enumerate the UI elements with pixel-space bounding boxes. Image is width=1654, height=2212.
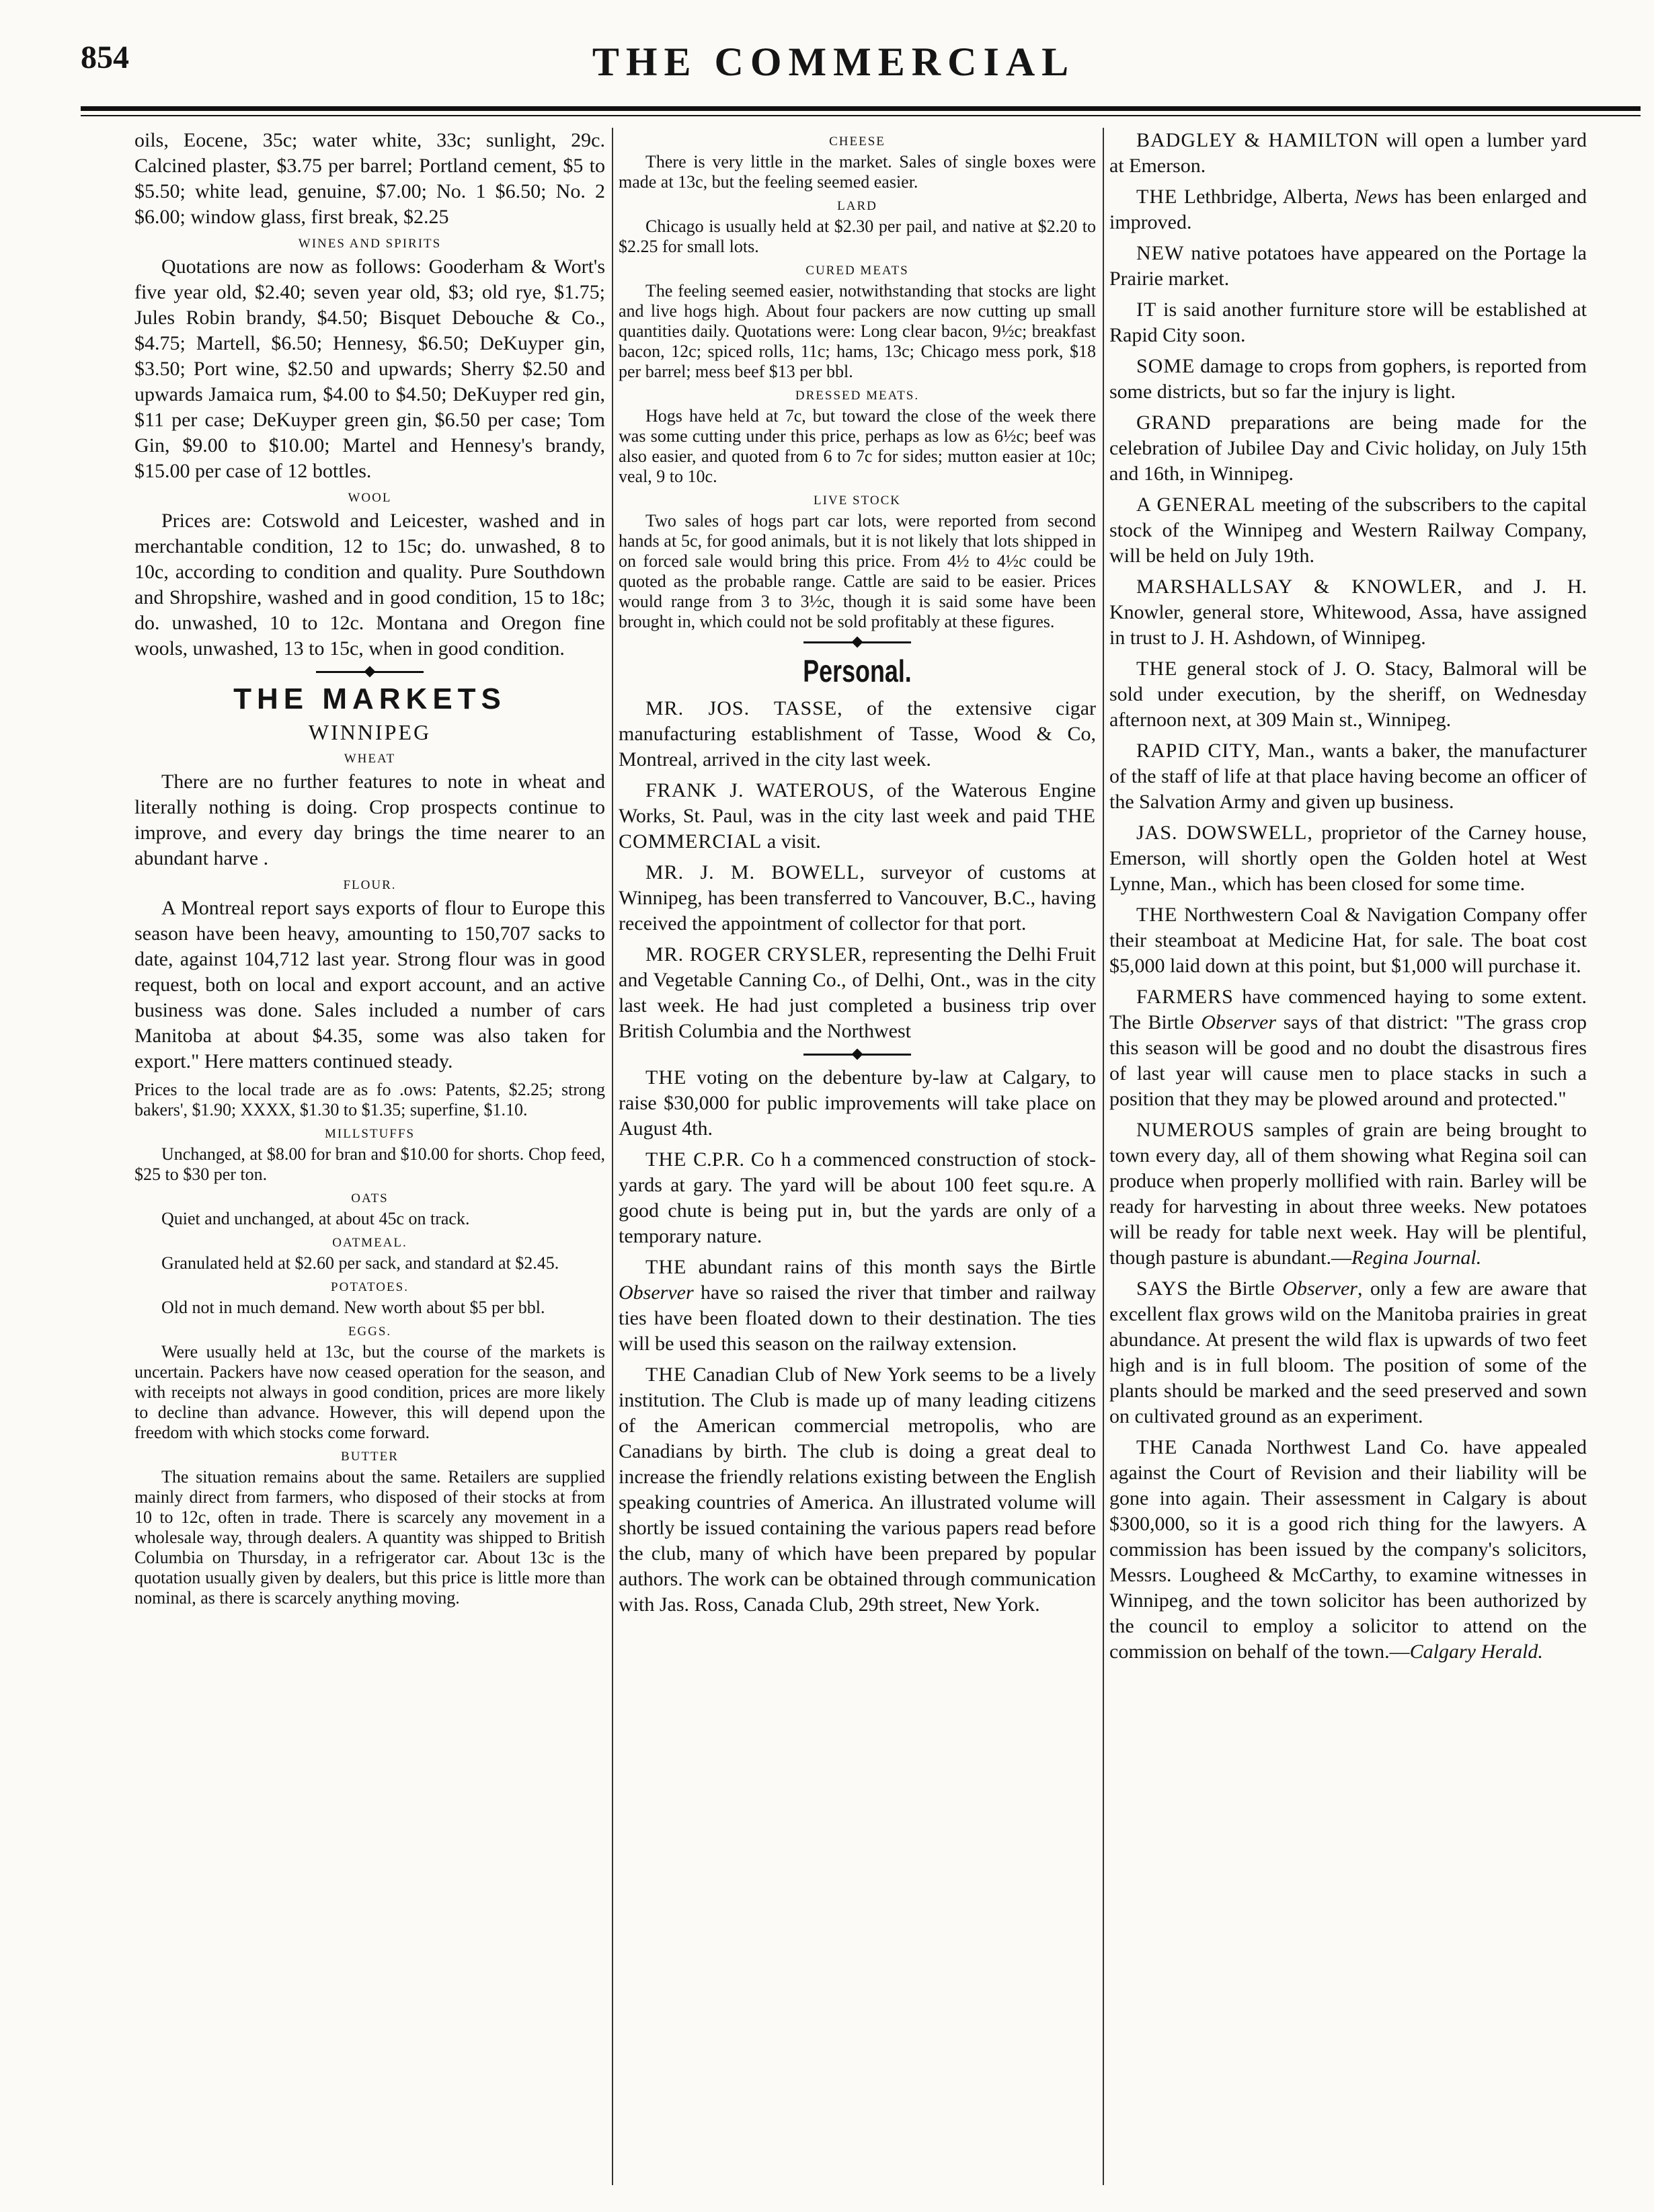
millstuffs-heading: MILLSTUFFS [324, 1127, 416, 1141]
news-item: FARMERS have commenced haying to some extent. The Birtle Observer says of that district: "The grass crop this season will be good and no doubt the disastrous fires of last year will cause men to place stacks in such a position that they may be plowed around and protected." [1109, 986, 1587, 1110]
cured-meats-heading: CURED MEATS [805, 264, 909, 278]
column-2 [619, 128, 1096, 2192]
news-item: RAPID CITY, Man., wants a baker, the manufacturer of the staff of life at that place having become an officer of the Salvation Army and given up business. [1109, 740, 1587, 813]
potatoes-heading: POTATOES. [331, 1280, 409, 1294]
cured-meats-paragraph: The feeling seemed easier, notwithstanding that stocks are light and live hogs high. About four packers are now cutting up small quantities daily. Quotations were: Long clear bacon, 9½c; breakfast bacon, 12c; spiced rolls, 11c; hams, 13c; Chicago mess pork, $18 per barrel; mess beef $13 per bbl. [619, 281, 1096, 381]
news-item: THE general stock of J. O. Stacy, Balmoral will be sold under execution, by the sheriff, on Wednesday afternoon next, at 309 Main st., Winnipeg. [1109, 658, 1587, 731]
wines-paragraph: Quotations are now as follows: Gooderham & Wort's five year old, $2.40; seven year old, $3; old rye, $1.75; Jules Robin brandy, $4.50; Bisquet Debouche & Co., $4.75; Martell, $6.50; Hennesy, $6.50; DeKuyper gin, $3.50; Port wine, $2.50 and upwards; Sherry $2.50 and upwards Jamaica rum, $4.00 to $4.50; DeKuyper red gin, $11 per case; DeKuyper green gin, $6.50 per case; Tom Gin, $9.00 to $10.00; Martel and Hennesy's brandy, $15.00 per case of 12 bottles. [134, 255, 605, 482]
news-item: THE Lethbridge, Alberta, News has been enlarged and improved. [1109, 186, 1587, 233]
wheat-paragraph: There are no further features to note in wheat and literally nothing is doing. Crop prospects continue to improve, and every day brings the time nearer to an abundant harve . [134, 771, 605, 869]
personal-item: MR. JOS. TASSE, of the extensive cigar manufacturing establishment of Tasse, Wood & Co, Montreal, arrived in the city last week. [619, 697, 1096, 771]
eggs-paragraph: Were usually held at 13c, but the course of the markets is uncertain. Packers have now ceased operation for the season, and with receipts not always in good condition, prices are more likely to decline than advance. However, this will depend upon the freedom with which stocks come forward. [134, 1342, 605, 1442]
personal-item: FRANK J. WATEROUS, of the Waterous Engine Works, St. Paul, was in the city last week and paid THE COMMERCIAL a visit. [619, 779, 1096, 853]
personal-lead: FRANK J. WATEROUS, [645, 779, 875, 801]
news-item: THE Canada Northwest Land Co. have appealed against the Court of Revision and their liability will be gone into again. Their assessment in Calgary is about $300,000, so it is a good rich thing for the lawyers. A commission has been issued by the company's solicitors, Messrs. Lougheed & McCarthy, to examine witnesses in Winnipeg, and the town solicitor has been authorized by the council to employ a solicitor to attend on the commission on behalf of the town.—Calgary Herald. [1109, 1436, 1587, 1663]
news-item: MARSHALLSAY & KNOWLER, and J. H. Knowler, general store, Whitewood, Assa, have assigned in trust to J. H. Ashdown, of Winnipeg. [1109, 576, 1587, 649]
news-item: A GENERAL meeting of the subscribers to the capital stock of the Winnipeg and Western Railway Company, will be held on July 19th. [1109, 493, 1587, 567]
masthead-rule-thin [81, 115, 1641, 116]
potatoes-paragraph: Old not in much demand. New worth about $5 per bbl. [161, 1298, 545, 1317]
ornament-divider [316, 671, 424, 673]
news-item: THE Canadian Club of New York seems to be a lively institution. The Club is made up of many leading citizens of the American commercial metropolis, who are Canadians by birth. The club is doing a great deal to increase the friendly relations existing between the English speaking countries of America. An illustrated volume will shortly be issued containing the various papers read before the club, many of which have been prepared by popular authors. The work can be obtained through communication with Jas. Ross, Canada Club, 29th street, New York. [619, 1364, 1096, 1616]
lard-heading: LARD [837, 199, 877, 213]
cheese-paragraph: There is very little in the market. Sales of single boxes were made at 13c, but the feeling seemed easier. [619, 152, 1096, 192]
column-1 [134, 128, 605, 2192]
news-item: BADGLEY & HAMILTON will open a lumber yard at Emerson. [1109, 129, 1587, 177]
dressed-meats-paragraph: Hogs have held at 7c, but toward the close of the week there was some cutting under this price, perhaps as low as 6½c; beef was also easier, and quoted from 6 to 7c for sides; mutton easier at 10c; veal, 9 to 10c. [619, 406, 1096, 486]
oats-paragraph: Quiet and unchanged, at about 45c on track. [161, 1209, 470, 1228]
column-3 [1109, 128, 1587, 2192]
cheese-heading: CHEESE [829, 134, 885, 149]
news-item: SOME damage to crops from gophers, is reported from some districts, but so far the injury is light. [1109, 355, 1587, 403]
markets-subtitle: WINNIPEG [308, 720, 432, 744]
wheat-heading: WHEAT [344, 752, 396, 766]
markets-title: THE MARKETS [233, 682, 506, 715]
oats-heading: OATS [351, 1191, 389, 1206]
column-divider-1 [612, 128, 613, 2185]
news-item: THE Northwestern Coal & Navigation Company offer their steamboat at Medicine Hat, for sale. The boat cost $5,000 laid down at this point, but $1,000 will purchase it. [1109, 904, 1587, 977]
flour-paragraph: A Montreal report says exports of flour to Europe this season have been heavy, amounting to 150,707 sacks to date, against 104,712 last year. Strong flour was in good request, both on local and export account, and an active business was done. Sales included a number of cars Manitoba at about $4.35, some was also taken for export." Here matters continued steady. [134, 897, 605, 1072]
news-item: NEW native potatoes have appeared on the Portage la Prairie market. [1109, 242, 1587, 290]
live-stock-paragraph: Two sales of hogs part car lots, were reported from second hands at 5c, for good animals, but it is not likely that lots shipped in on forced sale would bring this price. From 4½ to 4½c could be quoted as the probable range. Cattle are said to be easier. Prices would range from 3 to 3½c, though it is said some have been brought in, which could not be sold profitably at these figures. [619, 511, 1096, 631]
live-stock-heading: LIVE STOCK [814, 493, 901, 508]
masthead [54, 39, 1614, 98]
oatmeal-heading: OATMEAL. [332, 1236, 407, 1250]
news-item: IT is said another furniture store will be established at Rapid City soon. [1109, 299, 1587, 346]
masthead-rule-thick [81, 106, 1641, 111]
oatmeal-paragraph: Granulated held at $2.60 per sack, and standard at $2.45. [161, 1253, 559, 1273]
news-item: JAS. DOWSWELL, proprietor of the Carney house, Emerson, will shortly open the Golden hotel at West Lynne, Man., which has been closed for some time. [1109, 822, 1587, 895]
news-item: THE C.P.R. Co h a commenced construction of stock-yards at gary. The yard will be about 100 feet squ.re. A good chute is being put in, but the yards are only of a temporary nature. [619, 1148, 1096, 1247]
newspaper-title: THE COMMERCIAL [592, 40, 1076, 84]
news-item: THE voting on the debenture by-law at Calgary, to raise $30,000 for public improvements will take place on August 4th. [619, 1066, 1096, 1140]
page-number: 854 [81, 40, 129, 75]
wines-heading: WINES AND SPIRITS [298, 237, 442, 251]
flour-prices-paragraph: Prices to the local trade are as fo .ows: Patents, $2.25; strong bakers', $1.90; XXXX, $1.30 to $1.35; superfine, $1.10. [134, 1080, 605, 1119]
butter-heading: BUTTER [341, 1450, 399, 1464]
news-item: GRAND preparations are being made for the celebration of Jubilee Day and Civic holiday, on July 15th and 16th, in Winnipeg. [1109, 411, 1587, 485]
flour-heading: FLOUR. [343, 878, 397, 892]
personal-title: Personal. [803, 654, 912, 688]
news-item: NUMEROUS samples of grain are being brought to town every day, all of them showing what Regina soil can produce when properly mollified with rain. Barley will be ready for harvesting in about three weeks. New potatoes will be ready for table next week. Hay will be plentiful, though pasture is abundant.—Regina Journal. [1109, 1119, 1587, 1269]
ornament-divider [803, 641, 911, 643]
ornament-divider [803, 1054, 911, 1056]
wool-paragraph: Prices are: Cotswold and Leicester, washed and in merchantable condition, 12 to 15c; do. unwashed, 8 to 10c, according to condition and quality. Pure Southdown and Shropshire, washed and in good condition, 15 to 18c; do. unwashed, 10 to 12c. Montana and Oregon fine wools, unwashed, 13 to 15c, when in good condition. [134, 510, 605, 660]
dressed-meats-heading: DRESSED MEATS. [795, 389, 920, 403]
millstuffs-paragraph: Unchanged, at $8.00 for bran and $10.00 for shorts. Chop feed, $25 to $30 per ton. [134, 1144, 605, 1184]
butter-paragraph: The situation remains about the same. Retailers are supplied mainly direct from farmers, who disposed of their stocks at from 10 to 12c, often in trade. There is scarcely any movement in a wholesale way, through dealers. A quantity was shipped to British Columbia on Thursday, in a refrigerator car. About 13c is the quotation usually given by dealers, but this price is little more than nominal, as there is scarcely anything moving. [134, 1467, 605, 1608]
paint-oils-paragraph: oils, Eocene, 35c; water white, 33c; sunlight, 29c. Calcined plaster, $3.75 per barrel; Portland cement, $5 to $5.50; white lead, genuine, $7.00; No. 1 $6.50; No. 2 $6.00; window glass, first break, $2.25 [134, 129, 605, 228]
personal-lead: MR. J. M. BOWELL, [645, 861, 865, 883]
column-divider-2 [1103, 128, 1104, 2185]
lard-paragraph: Chicago is usually held at $2.30 per pail, and native at $2.20 to $2.25 for small lots. [619, 216, 1096, 256]
eggs-heading: EGGS. [348, 1325, 392, 1339]
personal-lead: MR. JOS. TASSE, [645, 697, 843, 719]
personal-lead: MR. ROGER CRYSLER, [645, 943, 867, 965]
wool-heading: WOOL [348, 491, 392, 505]
news-item: THE abundant rains of this month says the Birtle Observer have so raised the river that timber and railway ties have been floated down to their destination. The ties will be used this season on the railway extension. [619, 1256, 1096, 1355]
personal-item: MR. ROGER CRYSLER, representing the Delhi Fruit and Vegetable Canning Co., of Delhi, Ont., was in the city last week. He had just completed a business trip over British Columbia and the Northwest [619, 943, 1096, 1042]
personal-item: MR. J. M. BOWELL, surveyor of customs at Winnipeg, has been transferred to Vancouver, B.C., having received the appointment of collector for that port. [619, 861, 1096, 935]
news-item: SAYS the Birtle Observer, only a few are aware that excellent flax grows wild on the Manitoba prairies in great abundance. At present the wild flax is upwards of two feet high and is in full bloom. The position of some of the plants should be marked and the seed preserved and sown on cultivated ground as an experiment. [1109, 1277, 1587, 1427]
